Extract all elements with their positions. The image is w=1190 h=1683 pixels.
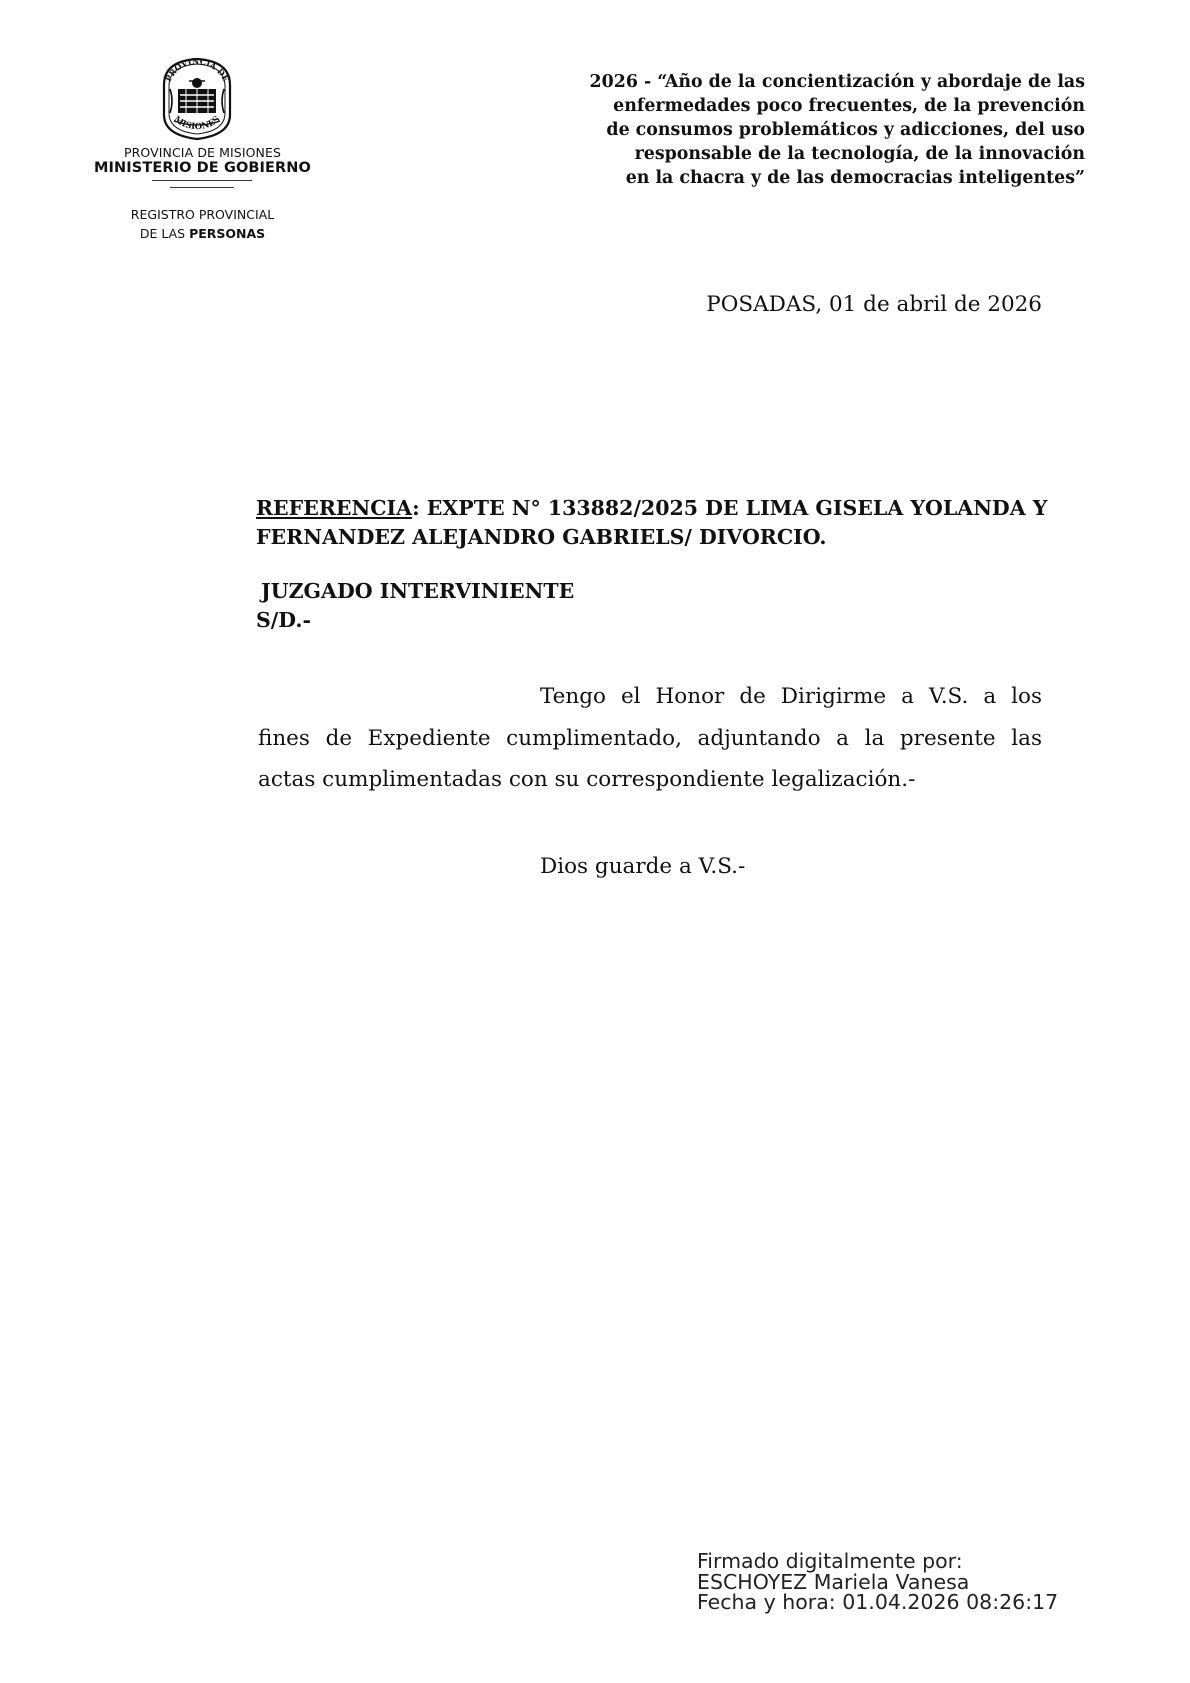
letter-body bbox=[258, 676, 1042, 801]
org-registry-subtitle-prefix: DE LAS bbox=[139, 226, 190, 241]
year-motto bbox=[420, 70, 1085, 190]
body-line: fines de Expediente cumplimentado, adjuntando a la presente las bbox=[258, 725, 1042, 751]
body-line: actas cumplimentadas con su correspondiente legalización.- bbox=[258, 767, 916, 792]
digital-signature bbox=[697, 1551, 1058, 1613]
signature-line-3: Fecha y hora: 01.04.2026 08:26:17 bbox=[697, 1590, 1059, 1614]
org-registry-subtitle-bold: PERSONAS bbox=[189, 226, 266, 241]
provincial-seal-logo bbox=[156, 55, 238, 141]
body-line: Tengo el Honor de Dirigirme a V.S. a los bbox=[540, 684, 1042, 709]
letter-date: POSADAS, 01 de abril de 2026 bbox=[706, 292, 1042, 317]
seal-ring-bottom-text: MISIONES bbox=[171, 114, 223, 133]
reference-label: REFERENCIA bbox=[256, 496, 413, 520]
signature-line-1: Firmado digitalmente por: bbox=[697, 1549, 963, 1573]
recipient-sd: S/D.- bbox=[256, 608, 311, 632]
org-registry-name: REGISTRO PROVINCIAL bbox=[130, 207, 275, 222]
org-divider-short bbox=[170, 187, 234, 188]
recipient: JUZGADO INTERVINIENTE bbox=[261, 579, 575, 603]
reference-text: : EXPTE N° 133882/2025 DE LIMA GISELA YOLANDA Y bbox=[412, 496, 1048, 520]
signature-line-2: ESCHOYEZ Mariela Vanesa bbox=[697, 1569, 970, 1594]
reference-line-2: FERNANDEZ ALEJANDRO GABRIELS/ DIVORCIO. bbox=[256, 525, 827, 549]
letter-closing: Dios guarde a V.S.- bbox=[540, 854, 746, 879]
org-divider bbox=[152, 180, 252, 181]
org-ministry-name: MINISTERIO DE GOBIERNO bbox=[94, 160, 311, 176]
org-registry-subtitle bbox=[70, 226, 335, 241]
motto-line: de consumos problemáticos y adicciones, del uso bbox=[606, 120, 1085, 140]
motto-line: enfermedades poco frecuentes, de la prevención bbox=[613, 96, 1085, 116]
reference-line-1 bbox=[256, 494, 1136, 523]
motto-line: en la chacra y de las democracias inteligentes” bbox=[625, 168, 1085, 188]
motto-line: responsable de la tecnología, de la innovación bbox=[634, 144, 1085, 164]
seal-ring-top-text: PROVINCIA DE bbox=[162, 55, 232, 84]
org-province-name: PROVINCIA DE MISIONES bbox=[123, 145, 282, 160]
motto-line: 2026 - “Año de la concientización y abordaje de las bbox=[589, 72, 1085, 92]
reference-block bbox=[256, 494, 1136, 552]
